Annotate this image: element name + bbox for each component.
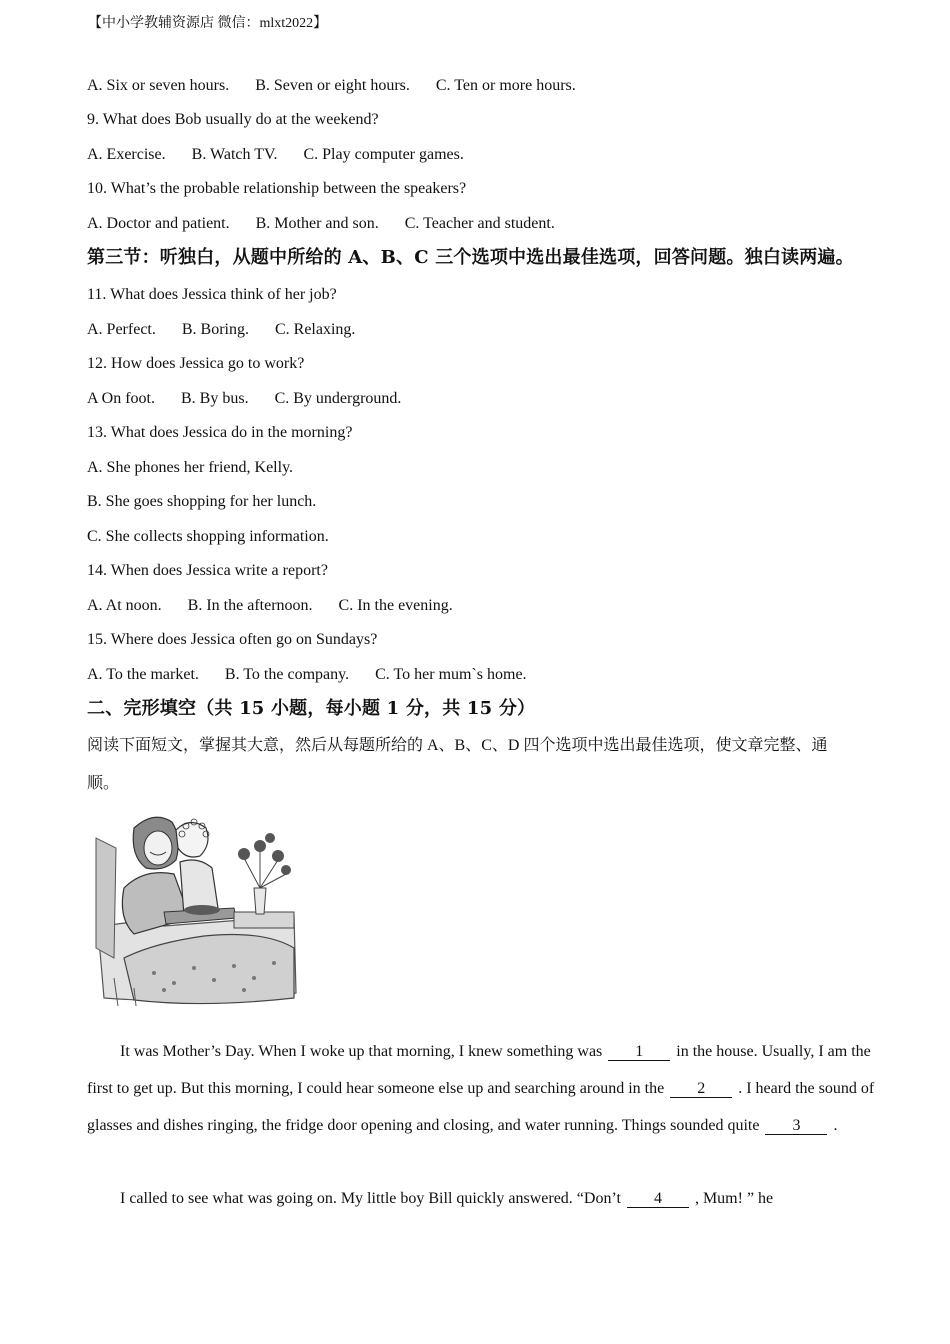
question-15: 15. Where does Jessica often go on Sundays? <box>87 631 378 648</box>
option[interactable]: A. Doctor and patient. <box>87 215 230 232</box>
passage-text: in the house. Usually, I am the first to get up. But this morning, I could hear someone else up and searching around in the <box>87 1043 871 1097</box>
option[interactable]: B. Mother and son. <box>255 215 379 232</box>
passage-paragraph-2 <box>87 1180 877 1217</box>
option[interactable]: C. Ten or more hours. <box>435 77 576 94</box>
option[interactable]: B. In the afternoon. <box>187 597 313 614</box>
question-12: 12. How does Jessica go to work? <box>87 355 305 372</box>
option[interactable]: A. Exercise. <box>87 146 166 163</box>
option[interactable]: C. She collects shopping information. <box>87 528 329 545</box>
option[interactable]: A On foot. <box>87 390 155 407</box>
option[interactable]: B. Seven or eight hours. <box>255 77 410 94</box>
q14-options <box>87 596 453 616</box>
option[interactable]: C. Relaxing. <box>274 321 356 338</box>
section-3-heading: 第三节：听独白，从题中所给的 A、B、C 三个选项中选出最佳选项，回答问题。独白读两遍。 <box>87 247 854 268</box>
option[interactable]: B. Watch TV. <box>191 146 278 163</box>
blank-2[interactable]: 2 <box>670 1081 732 1098</box>
question-10: 10. What’s the probable relationship between the speakers? <box>87 180 467 197</box>
part-2-instructions-cont: 顺。 <box>87 775 120 792</box>
option[interactable]: A. Six or seven hours. <box>87 77 230 94</box>
passage-text: . <box>833 1117 838 1134</box>
option[interactable]: C. To her mum`s home. <box>375 666 527 683</box>
passage-paragraph-1 <box>87 1033 877 1144</box>
q11-options <box>87 320 355 340</box>
option[interactable]: C. In the evening. <box>338 597 453 614</box>
question-13: 13. What does Jessica do in the morning? <box>87 424 353 441</box>
blank-1[interactable]: 1 <box>608 1044 670 1061</box>
option[interactable]: B. She goes shopping for her lunch. <box>87 493 317 510</box>
page-header: 【中小学教辅资源店 微信：mlxt2022】 <box>88 16 328 31</box>
option[interactable]: C. By underground. <box>274 390 402 407</box>
blank-3[interactable]: 3 <box>765 1118 827 1135</box>
mother-and-child-illustration <box>94 808 298 1008</box>
option[interactable]: C. Teacher and student. <box>404 215 555 232</box>
blank-4[interactable]: 4 <box>627 1191 689 1208</box>
question-9: 9. What does Bob usually do at the weekend? <box>87 111 379 128</box>
question-11: 11. What does Jessica think of her job? <box>87 286 337 303</box>
option[interactable]: B. To the company. <box>224 666 350 683</box>
part-2-heading: 二、完形填空（共 15 小题，每小题 1 分，共 15 分） <box>87 698 536 719</box>
passage-text: It was Mother’s Day. When I woke up that morning, I knew something was <box>120 1043 603 1060</box>
option[interactable]: A. To the market. <box>87 666 199 683</box>
question-14: 14. When does Jessica write a report? <box>87 562 328 579</box>
q8-options <box>87 76 576 96</box>
option[interactable]: A. At noon. <box>87 597 162 614</box>
q12-options <box>87 389 401 409</box>
option[interactable]: A. She phones her friend, Kelly. <box>87 459 294 476</box>
passage-text: I called to see what was going on. My little boy Bill quickly answered. “Don’t <box>120 1190 621 1207</box>
option[interactable]: A. Perfect. <box>87 321 156 338</box>
q15-options <box>87 665 527 685</box>
q9-options <box>87 145 464 165</box>
passage-text: , Mum! ” he <box>694 1190 774 1207</box>
option[interactable]: C. Play computer games. <box>303 146 464 163</box>
passage-text: . I heard the sound of glasses and dishes ringing, the fridge door opening and closing, and water running. Things sounded quite <box>87 1080 875 1134</box>
option[interactable]: B. Boring. <box>181 321 249 338</box>
option[interactable]: B. By bus. <box>181 390 249 407</box>
q10-options <box>87 214 555 234</box>
part-2-instructions: 阅读下面短文，掌握其大意，然后从每题所给的 A、B、C、D 四个选项中选出最佳选项，使文章完整、通 <box>87 737 828 754</box>
